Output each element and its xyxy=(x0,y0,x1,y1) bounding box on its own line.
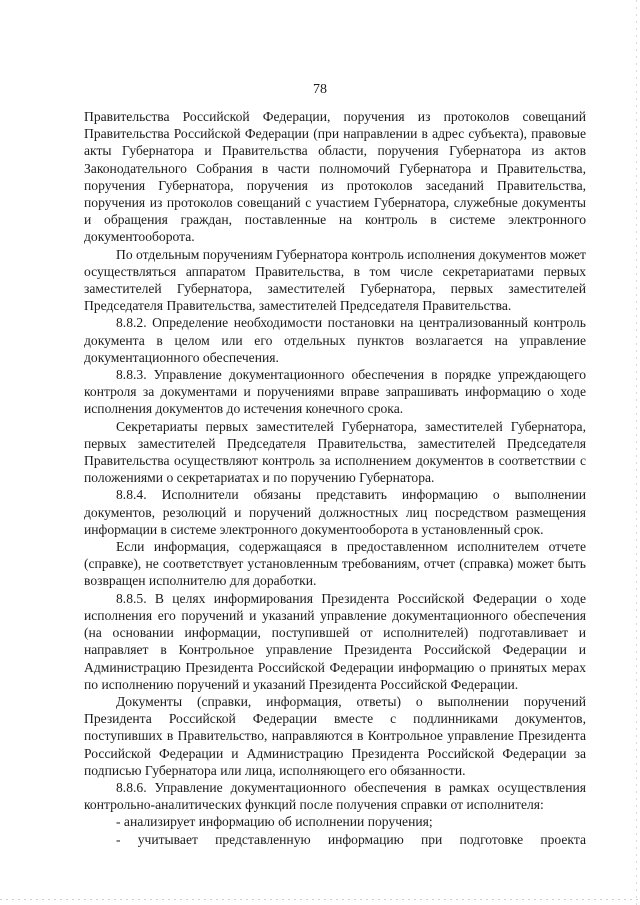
paragraph-secretariats: Секретариаты первых заместителей Губернатора, заместителей Губернатора, первых заместителей Председателя Правительства, заместителей Председателя Правительства осуществляют контроль за исполнением документов в соответствии с положениями о секретариатах и по поручению Губернатора. xyxy=(84,418,586,486)
paragraph-continuation: Правительства Российской Федерации, поручения из протоколов совещаний Правительства Российской Федерации (при направлении в адрес субъекта), правовые акты Губернатора и Правительства области, поручения Губернатора из актов Законодательного Собрания в части полномочий Губернатора и Правительства, поручения Губернатора, поручения из протоколов заседаний Правительства, поручения из протоколов совещаний с участием Губернатора, служебные документы и обращения граждан, поставленные на контроль в системе электронного документооборота. xyxy=(84,109,586,245)
paragraph-report-return: Если информация, содержащаяся в предоставленном исполнителем отчете (справке), не соответствует установленным требованиям, отчет (справка) может быть возвращен исполнителю для доработки. xyxy=(84,539,586,589)
scan-bottom-mark xyxy=(0,899,640,900)
paragraph-8-8-4: 8.8.4. Исполнители обязаны представить информацию о выполнении документов, резолюций и поручений должностных лиц посредством размещения информации в системе электронного документооборота в установленный срок. xyxy=(84,487,586,537)
paragraph-8-8-3: 8.8.3. Управление документационного обеспечения в порядке упреждающего контроля за документами и поручениями вправе запрашивать информацию о ходе исполнения документов до истечения конечного срока. xyxy=(84,367,586,417)
paragraph-president-documents: Документы (справки, информация, ответы) о выполнении поручений Президента Российской Федерации вместе с подлинниками документов, поступивших в Правительство, направляются в Контрольное управление Президента Российской Федерации и Администрацию Президента Российской Федерации за подписью Губернатора или лица, исполняющего его обязанности. xyxy=(84,693,586,778)
document-body xyxy=(84,108,586,848)
paragraph-8-8-2: 8.8.2. Определение необходимости постановки на централизованный контроль документа в целом или его отдельных пунктов возлагается на управление документационного обеспечения. xyxy=(84,315,586,365)
paragraph-governor-control: По отдельным поручениям Губернатора контроль исполнения документов может осуществляться аппаратом Правительства, в том числе секретариатами первых заместителей Губернатора, заместителей Губернатора, первых заместителей Председателя Правительства, заместителей Председателя Правительства. xyxy=(84,246,586,314)
list-item-analyze: - анализирует информацию об исполнении поручения; xyxy=(116,814,433,830)
scan-edge-mark xyxy=(636,0,637,905)
list-item-consider: - учитывает представленную информацию при подготовке проекта xyxy=(116,831,586,847)
paragraph-8-8-6: 8.8.6. Управление документационного обеспечения в рамках осуществления контрольно-аналитических функций после получения справки от исполнителя: xyxy=(84,779,586,813)
paragraph-8-8-5: 8.8.5. В целях информирования Президента Российской Федерации о ходе исполнения его поручений и указаний управление документационного обеспечения (на основании информации, поступившей от исполнителей) подготавливает и направляет в Контрольное управление Президента Российской Федерации и Администрацию Президента Российской Федерации информацию о принятых мерах по исполнению поручений и указаний Президента Российской Федерации. xyxy=(84,590,586,692)
page-number: 78 xyxy=(313,82,327,97)
